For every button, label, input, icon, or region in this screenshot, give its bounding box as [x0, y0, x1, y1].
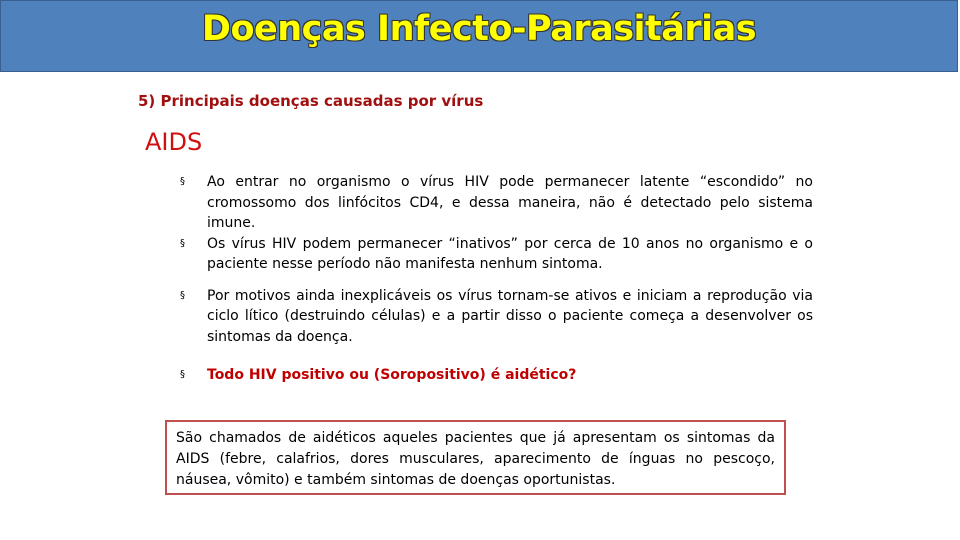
section-title: AIDS	[145, 128, 203, 156]
slide-title: Doenças Infecto-Parasitárias	[201, 9, 757, 49]
bullet-list	[180, 172, 813, 386]
bullet-item	[180, 172, 813, 234]
slide-subtitle: 5) Principais doenças causadas por vírus	[138, 92, 484, 110]
bullet-marker-icon: §	[180, 237, 185, 249]
bullet-text: Por motivos ainda inexplicáveis os vírus tornam-se ativos e iniciam a reprodução via ciclo lítico (destruindo células) e a partir disso o paciente começa a desenvolver os sintomas da doença.	[207, 287, 813, 345]
bullet-text: Ao entrar no organismo o vírus HIV pode permanecer latente “escondido” no cromossomo dos linfócitos CD4, e dessa maneira, não é detectado pelo sistema imune.	[207, 174, 813, 231]
bullet-marker-icon: §	[180, 176, 185, 187]
bullet-marker-icon: §	[180, 369, 185, 380]
bullet-text: Os vírus HIV podem permanecer “inativos” por cerca de 10 anos no organismo e o paciente nesse período não manifesta nenhum sintoma.	[207, 235, 813, 272]
bullet-question: Todo HIV positivo ou (Soropositivo) é aidético?	[207, 367, 577, 383]
answer-box: São chamados de aidéticos aqueles pacientes que já apresentam os sintomas da AIDS (febre, calafrios, dores musculares, aparecimento de ínguas no pescoço, náusea, vômito) e também sintomas de doenças oportunistas.	[165, 420, 786, 495]
bullet-item	[180, 365, 813, 386]
bullet-item	[180, 234, 813, 275]
bullet-item	[180, 286, 813, 348]
title-bar	[0, 0, 958, 72]
bullet-marker-icon: §	[180, 289, 185, 301]
